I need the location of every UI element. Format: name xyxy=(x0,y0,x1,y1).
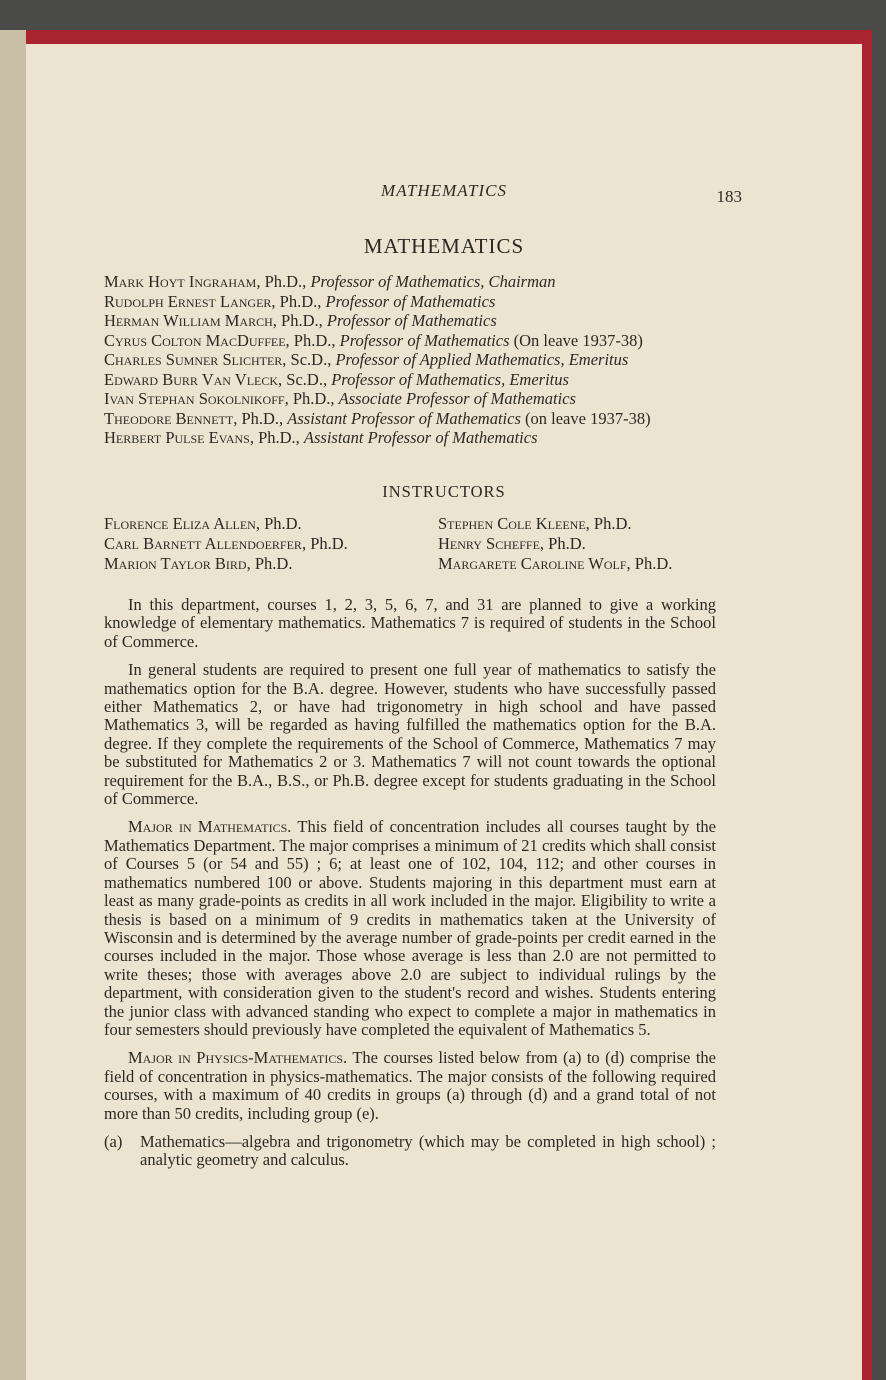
instructor-entry xyxy=(104,554,348,574)
faculty-note: (on leave 1937-38) xyxy=(520,408,651,428)
faculty-title: Professor of Mathematics, Emeritus xyxy=(331,369,569,389)
paragraph-lead: Major in Physics-Mathematics. xyxy=(128,1048,348,1068)
faculty-title: Assistant Professor of Mathematics xyxy=(303,428,538,447)
paragraph-text: The courses listed below from (a) to (d) comprise the field of concentration in physics-mathematics. The major consists of the following required courses, with a maximum of 40 credits in groups (a) through (d) and a grand total of not more than 50 credits, including group (e). xyxy=(104,1048,716,1123)
instructors-heading: INSTRUCTORS xyxy=(382,482,506,501)
faculty-note: (On leave 1937-38) xyxy=(509,330,643,350)
paragraph xyxy=(104,596,716,651)
instructor-name: Henry Scheffe xyxy=(438,534,540,553)
faculty-title: Professor of Mathematics xyxy=(325,291,496,311)
faculty-degree: , Ph.D., xyxy=(233,408,288,428)
instructors-left-column xyxy=(104,514,348,574)
faculty-title: Assistant Professor of Mathematics xyxy=(287,408,521,428)
instructor-degree: , Ph.D. xyxy=(301,534,348,553)
running-header: MATHEMATICS xyxy=(381,181,507,200)
faculty-degree: , Ph.D., xyxy=(285,330,340,350)
faculty-name: Herman William March xyxy=(104,311,273,330)
paragraph xyxy=(104,818,716,1039)
body-text xyxy=(104,596,716,1170)
instructor-degree: , Ph.D. xyxy=(255,514,302,533)
paragraph xyxy=(104,661,716,808)
faculty-entry xyxy=(104,292,744,312)
faculty-entry xyxy=(104,272,744,292)
instructor-degree: , Ph.D. xyxy=(246,554,293,573)
paragraph-text: In general students are required to present one full year of mathematics to satisfy the mathematics option for the B.A. degree. However, students who have successfully passed either Mathematics 2, or have had trigonometry in high school and have passed Mathematics 3, will be regarded as having fulfilled the mathematics option for the B.A. degree. If they complete the requirements of the School of Commerce, Mathematics 7 may be substituted for Mathematics 2 or 3. Mathematics 7 will not count towards the optional requirement for the B.A., B.S., or Ph.B. degree except for students graduating in the School of Commerce. xyxy=(104,660,716,809)
paragraph-text: This field of concentration includes all courses taught by the Mathematics Department. The major comprises a minimum of 21 credits which shall consist of Courses 5 (or 54 and 55) ; 6; at least one of 102, 104, 112; and other courses in mathematics numbered 100 or above. Students majoring in this department must earn at least as many grade-points as credits in all work included in the major. Eligibility to write a thesis is based on a minimum of 9 credits in mathematics taken at the University of Wisconsin and is determined by the average number of grade-points per credit earned in the courses included in the major. Those whose average is less than 2.0 are not permitted to write theses; those with averages above 2.0 are subject to individual rulings by the department, with consideration given to the student's record and wishes. Students entering the junior class with advanced standing who expect to complete a major in mathematics in four semesters should previously have completed the equivalent of Mathematics 5. xyxy=(104,817,717,1039)
faculty-degree: , Ph.D., xyxy=(284,389,339,408)
faculty-entry xyxy=(104,331,744,351)
instructors-right-column xyxy=(438,514,672,574)
faculty-entry xyxy=(104,428,744,448)
instructor-name: Carl Barnett Allendoerfer xyxy=(104,534,302,553)
instructor-name: Marion Taylor Bird xyxy=(104,554,247,573)
faculty-degree: , Ph.D., xyxy=(256,272,311,291)
faculty-title: Professor of Mathematics xyxy=(339,330,510,350)
faculty-name: Mark Hoyt Ingraham xyxy=(104,272,257,291)
faculty-degree: , Ph.D., xyxy=(272,311,327,330)
instructor-name: Florence Eliza Allen xyxy=(104,514,256,533)
list-item xyxy=(104,1133,716,1170)
faculty-degree: , Sc.D., xyxy=(282,350,336,369)
instructor-degree: , Ph.D. xyxy=(539,534,586,553)
instructor-entry xyxy=(438,554,672,574)
faculty-name: Edward Burr Van Vleck xyxy=(104,369,279,389)
page-number: 183 xyxy=(716,187,742,206)
page-title: MATHEMATICS xyxy=(363,234,525,258)
faculty-name: Cyrus Colton MacDuffee xyxy=(104,330,286,350)
instructor-name: Margarete Caroline Wolf xyxy=(438,554,627,573)
faculty-title: Professor of Applied Mathematics, Emeritus xyxy=(335,350,629,369)
faculty-entry xyxy=(104,350,744,370)
paragraph-text: In this department, courses 1, 2, 3, 5, 6, 7, and 31 are planned to give a working knowledge of elementary mathematics. Mathematics 7 is required of students in the School of Commerce. xyxy=(104,595,716,651)
faculty-name: Rudolph Ernest Langer xyxy=(104,291,272,311)
instructor-entry xyxy=(104,514,348,534)
instructor-entry xyxy=(104,534,348,554)
paragraph-lead: Major in Mathematics. xyxy=(128,817,292,837)
faculty-title: Associate Professor of Mathematics xyxy=(338,389,576,408)
faculty-entry xyxy=(104,389,744,409)
faculty-name: Herbert Pulse Evans xyxy=(104,428,250,447)
instructor-entry xyxy=(438,514,672,534)
book-page xyxy=(26,44,862,1380)
faculty-name: Ivan Stephan Sokolnikoff xyxy=(104,389,285,408)
instructor-name: Stephen Cole Kleene xyxy=(438,514,586,533)
instructor-entry xyxy=(438,534,672,554)
faculty-entry xyxy=(104,311,744,331)
faculty-entry xyxy=(104,409,744,429)
faculty-name: Charles Sumner Slichter xyxy=(104,350,283,369)
faculty-degree: , Sc.D., xyxy=(278,369,332,389)
paragraph xyxy=(104,1049,716,1123)
list-item-label: (a) xyxy=(104,1131,123,1151)
faculty-title: Professor of Mathematics, Chairman xyxy=(310,272,556,291)
faculty-degree: , Ph.D., xyxy=(249,428,304,447)
list-item-text: Mathematics—algebra and trigonometry (which may be completed in high school) ; analytic geometry and calculus. xyxy=(140,1131,716,1170)
faculty-degree: , Ph.D., xyxy=(271,291,326,311)
faculty-list xyxy=(104,272,744,448)
faculty-name: Theodore Bennett xyxy=(104,408,234,428)
faculty-entry xyxy=(104,370,744,390)
facing-page-edge xyxy=(0,30,26,1380)
instructor-degree: , Ph.D. xyxy=(626,554,673,573)
faculty-title: Professor of Mathematics xyxy=(326,311,497,330)
instructor-degree: , Ph.D. xyxy=(585,514,632,533)
